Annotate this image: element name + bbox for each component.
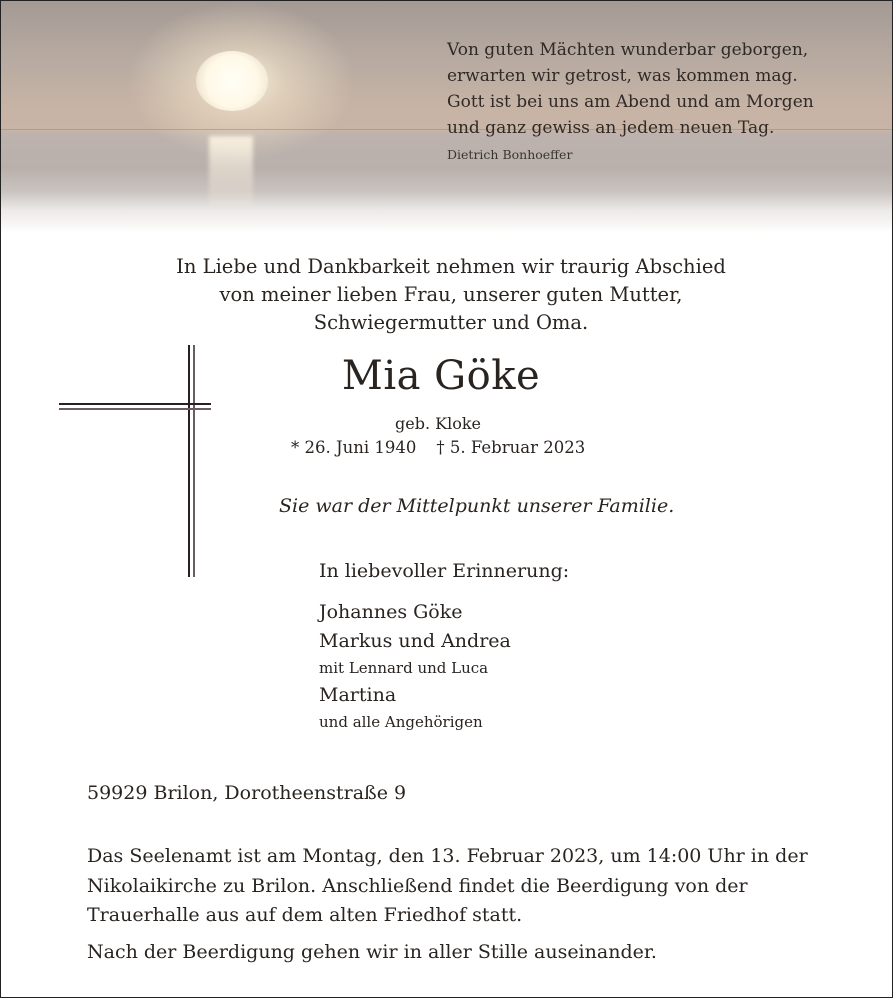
quote-author: Dietrich Bonhoeffer xyxy=(447,147,573,162)
sun-reflection xyxy=(209,136,253,206)
mourners-heading: In liebevoller Erinnerung: xyxy=(319,560,570,582)
quote-line: Gott ist bei uns am Abend und am Morgen xyxy=(447,92,814,112)
quote-line: Von guten Mächten wunderbar geborgen, xyxy=(447,40,809,60)
mourner-note: mit Lennard und Luca xyxy=(319,659,489,677)
intro-line: Schwiegermutter und Oma. xyxy=(313,311,589,334)
service-line: Trauerhalle aus auf dem alten Friedhof statt. xyxy=(87,904,523,926)
mourner-name: Martina xyxy=(319,684,397,706)
intro-text xyxy=(1,253,893,337)
service-line: Das Seelenamt ist am Montag, den 13. Februar 2023, um 14:00 Uhr in der xyxy=(87,845,808,867)
intro-line: In Liebe und Dankbarkeit nehmen wir traurig Abschied xyxy=(176,255,726,278)
service-line: Nikolaikirche zu Brilon. Anschließend findet die Beerdigung von der xyxy=(87,874,748,897)
birth-date: * 26. Juni 1940 xyxy=(291,438,417,457)
closing-note: Nach der Beerdigung gehen wir in aller Stille auseinander. xyxy=(87,941,657,963)
life-dates xyxy=(291,438,585,457)
mourners-list xyxy=(319,598,511,735)
service-info xyxy=(87,842,877,931)
mourner-name: Johannes Göke xyxy=(319,601,463,623)
quote-line: erwarten wir getrost, was kommen mag. xyxy=(447,66,798,86)
bonhoeffer-quote xyxy=(447,37,867,141)
quote-line: und ganz gewiss an jedem neuen Tag. xyxy=(447,118,775,138)
mourner-note: und alle Angehörigen xyxy=(319,713,483,731)
death-date: † 5. Februar 2023 xyxy=(436,438,586,457)
sun-icon xyxy=(196,51,268,111)
birth-name: geb. Kloke xyxy=(395,414,481,433)
motto: Sie war der Mittelpunkt unserer Familie. xyxy=(279,495,675,517)
sunset-sea-image xyxy=(1,1,893,233)
address: 59929 Brilon, Dorotheenstraße 9 xyxy=(87,782,407,804)
intro-line: von meiner lieben Frau, unserer guten Mutter, xyxy=(219,283,683,306)
mourner-name: Markus und Andrea xyxy=(319,630,511,652)
deceased-name: Mia Göke xyxy=(341,353,541,399)
